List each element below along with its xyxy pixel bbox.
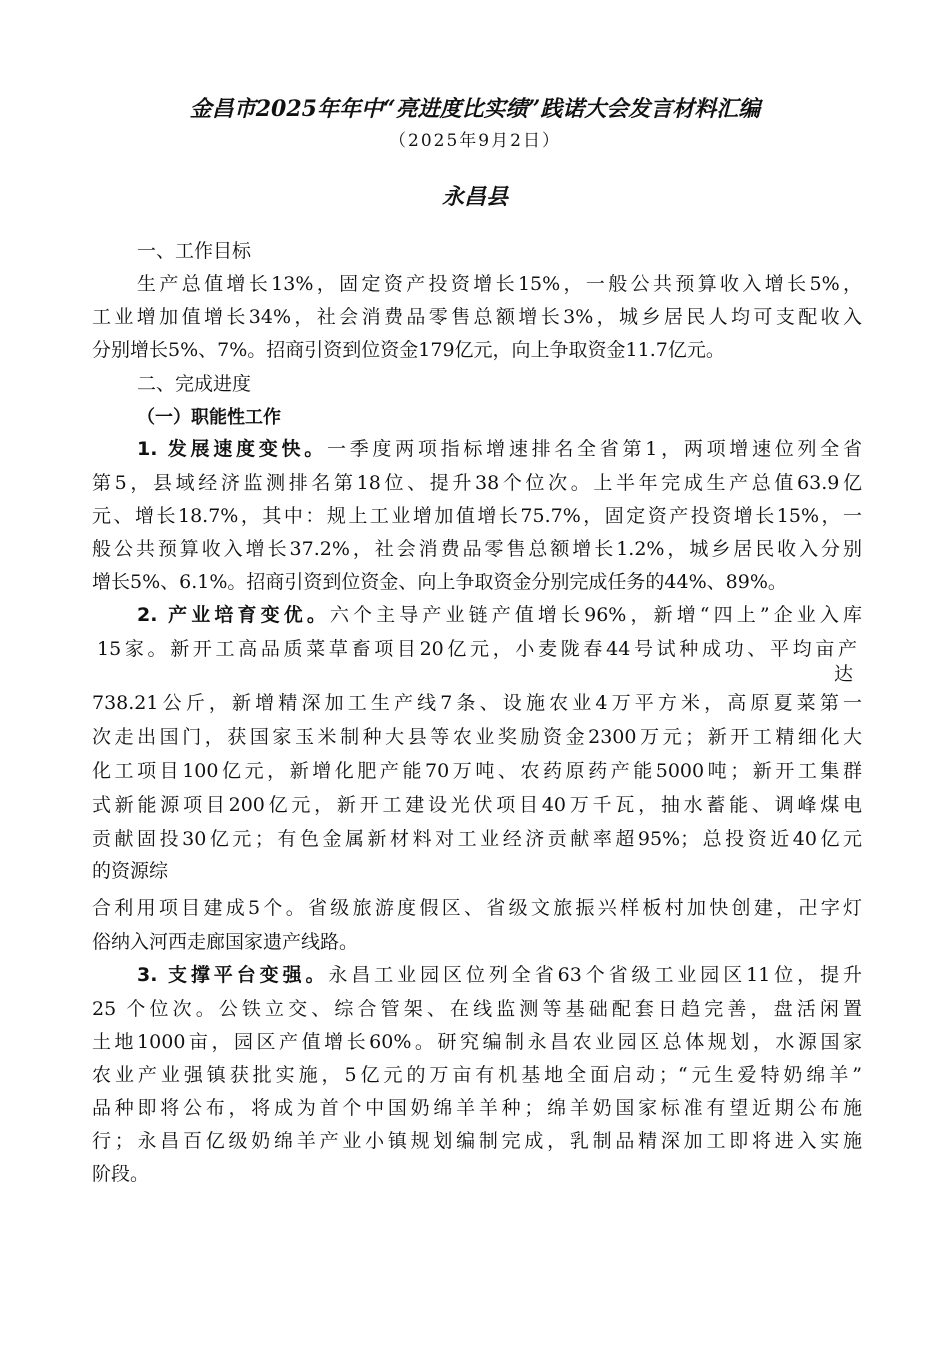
paragraph-line: 贡献固投30亿元；有色金属新材料对工业经济贡献率超95%；总投资近40亿元	[92, 828, 862, 850]
section-heading-progress: 二、完成进度	[137, 373, 252, 395]
paragraph-line: 般公共预算收入增长37.2%，社会消费品零售总额增长1.2%，城乡居民收入分别	[92, 538, 862, 560]
paragraph-line	[137, 600, 862, 627]
item-lead: 2. 产业培育变优。	[137, 604, 330, 626]
county-heading: 永昌县	[441, 184, 508, 210]
item-lead: 3. 支撑平台变强。	[137, 964, 329, 986]
section-heading-goals: 一、工作目标	[137, 240, 252, 262]
paragraph-line: 生产总值增长13%，固定资产投资增长15%，一般公共预算收入增长5%，	[137, 273, 862, 295]
paragraph-line: 式新能源项目200亿元，新开工建设光伏项目40万千瓦，抽水蓄能、调峰煤电	[92, 794, 862, 816]
paragraph-line-tail: 达	[834, 663, 854, 685]
paragraph-line: 增长5%、6.1%。招商引资到位资金、向上争取资金分别完成任务的44%、89%。	[92, 571, 787, 593]
paragraph-line: 行；永昌百亿级奶绵羊产业小镇规划编制完成，乳制品精深加工即将进入实施	[92, 1130, 862, 1152]
paragraph-line: 化工项目100亿元，新增化肥产能70万吨、农药原药产能5000吨；新开工集群	[92, 760, 862, 782]
item-text: 永昌工业园区位列全省63个省级工业园区11位，提升	[328, 964, 863, 986]
document-date: （2025年9月2日）	[389, 131, 561, 151]
paragraph-line: 土地1000亩，园区产值增长60%。研究编制永昌农业园区总体规划，水源国家	[92, 1031, 862, 1053]
paragraph-line: 分别增长5%、7%。招商引资到位资金179亿元，向上争取资金11.7亿元。	[92, 339, 725, 361]
paragraph-line: 俗纳入河西走廊国家遗产线路。	[92, 931, 359, 953]
paragraph-line: 的资源综	[92, 860, 169, 882]
sub-heading-functional-work: （一）职能性工作	[137, 407, 281, 428]
paragraph-line	[137, 960, 862, 987]
paragraph-line: 第5，县域经济监测排名第18位、提升38个位次。上半年完成生产总值63.9亿	[92, 472, 862, 494]
paragraph-line: 合利用项目建成5个。省级旅游度假区、省级文旅振兴样板村加快创建，卍字灯	[92, 897, 862, 919]
paragraph-line: 工业增加值增长34%，社会消费品零售总额增长3%，城乡居民人均可支配收入	[92, 306, 862, 328]
paragraph-line: 25 个位次。公铁立交、综合管架、在线监测等基础配套日趋完善，盘活闲置	[92, 998, 862, 1020]
paragraph-line: 阶段。	[92, 1163, 150, 1185]
paragraph-line: 15家。新开工高品质菜草畜项目20亿元，小麦陇春44号试种成功、平均亩产	[97, 638, 857, 660]
paragraph-line: 738.21公斤，新增精深加工生产线7条、设施农业4万平方米，高原夏菜第一	[92, 692, 862, 714]
paragraph-line: 次走出国门，获国家玉米制种大县等农业奖励资金2300万元；新开工精细化大	[92, 726, 862, 748]
paragraph-line: 农业产业强镇获批实施，5亿元的万亩有机基地全面启动；“元生爱特奶绵羊”	[92, 1064, 862, 1086]
document-title: 金昌市2025年年中“亮进度比实绩”践诺大会发言材料汇编	[189, 96, 761, 122]
item-text: 一季度两项指标增速排名全省第1，两项增速位列全省	[326, 438, 862, 460]
paragraph-line: 品种即将公布，将成为首个中国奶绵羊羊种；绵羊奶国家标准有望近期公布施	[92, 1097, 862, 1119]
item-lead: 1. 发展速度变快。	[137, 438, 327, 460]
paragraph-line: 元、增长18.7%，其中：规上工业增加值增长75.7%，固定资产投资增长15%，一	[92, 505, 862, 527]
paragraph-line	[137, 434, 862, 461]
item-text: 六个主导产业链产值增长96%，新增“四上”企业入库	[329, 604, 862, 626]
